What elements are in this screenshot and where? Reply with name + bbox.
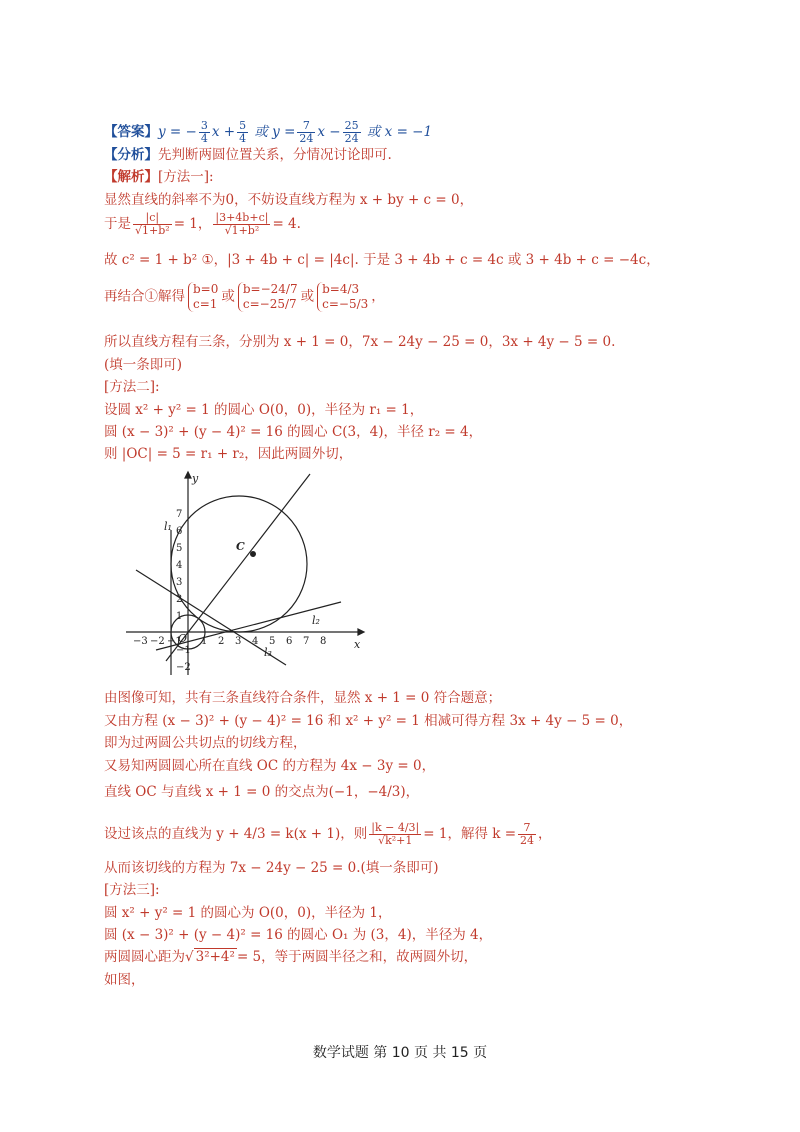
two-circles-figure (126, 470, 366, 680)
x-tick-label: 5 (269, 636, 276, 647)
solution-line (104, 167, 214, 187)
x-tick-label: 1 (201, 636, 208, 647)
answer-frac-4: $\frac{25}{24}$ (344, 119, 359, 145)
y-tick-label: 2 (176, 594, 183, 605)
circle-c (171, 496, 307, 632)
m2-after-5: 直线 OC 与直线 x + 1 = 0 的交点为(−1，−4/3)， (104, 784, 420, 800)
label-c: C (236, 540, 245, 553)
answer-tail: 或 x = −1 (362, 124, 433, 140)
center-c-dot (250, 551, 256, 557)
m2-after-3: 即为过两圆公共切点的切线方程， (104, 735, 307, 751)
x-tick-label: 3 (235, 636, 242, 647)
answer-lead: y = − (158, 124, 197, 140)
label-l2: l₂ (312, 614, 320, 627)
answer-tag: 【答案】 (104, 124, 158, 140)
label-l1: l₁ (164, 520, 172, 533)
m2-line-1: 设圆 x² + y² = 1 的圆心 O(0，0)，半径为 r₁ = 1， (104, 402, 424, 418)
y-tick-label: −1 (176, 645, 191, 656)
x-tick-label: −3 (133, 636, 148, 647)
m3-line-2: 圆 (x − 3)² + (y − 4)² = 16 的圆心 O₁ 为 (3，4)，半径为 4， (104, 927, 493, 943)
method1-title: [方法一]: (158, 169, 214, 185)
label-l3: l₃ (264, 646, 272, 659)
y-tick-label: −2 (176, 662, 191, 673)
m3-line-1: 圆 x² + y² = 1 的圆心为 O(0，0)，半径为 1， (104, 905, 392, 921)
m1-line-6: (填一条即可) (104, 357, 183, 373)
analysis-text: 先判断两圆位置关系，分情况讨论即可. (158, 147, 392, 163)
m2-after-4: 又易知两圆圆心所在直线 OC 的方程为 4x − 3y = 0， (104, 758, 436, 774)
system-2: b=−24/7 c=−25/7 (238, 282, 298, 312)
answer-or-1: 或 y = (250, 124, 296, 140)
y-tick-label: 7 (176, 509, 183, 520)
m3-line-4: 如图， (104, 972, 145, 988)
answer-frac-1: $\frac{3}{4}$ (200, 119, 208, 145)
answer-mid-1: x + (211, 124, 236, 140)
label-y: y (192, 472, 199, 485)
system-3: b=4/3 c=−5/3 (317, 282, 368, 312)
system-1: b=0 c=1 (188, 282, 218, 312)
m1-line-1: 显然直线的斜率不为0，不妨设直线方程为 x + by + c = 0， (104, 192, 474, 208)
answer-frac-2: $\frac{5}{4}$ (239, 119, 247, 145)
x-tick-label: −2 (150, 636, 165, 647)
y-tick-label: 1 (176, 611, 183, 622)
x-tick-label: 4 (252, 636, 259, 647)
m1-line-4: 再结合①解得 b=0 c=1 或 b=−24/7 c=−25/7 或 b=4/3 c=−5/3 ， (104, 282, 385, 311)
m2-line-2: 圆 (x − 3)² + (y − 4)² = 16 的圆心 C(3，4)，半径 r₂ = 4， (104, 424, 483, 440)
y-tick-label: 3 (176, 577, 183, 588)
solution-tag: 【解析】 (104, 169, 158, 185)
y-tick-label: 4 (176, 560, 183, 571)
method2-title: [方法二]: (104, 379, 160, 395)
m2-after-2: 又由方程 (x − 3)² + (y − 4)² = 16 和 x² + y² = 1 相减可得方程 3x + 4y − 5 = 0， (104, 713, 633, 729)
m1-line-2: 于是 $\frac{|c|}{\text{√1+b²}}$ = 1， $\frac{|3+4b+c|}{\text{√1+b²}}$ = 4. (104, 211, 301, 237)
analysis-line (104, 145, 392, 165)
m1-line-5: 所以直线方程有三条，分别为 x + 1 = 0，7x − 24y − 25 = 0，3x + 4y − 5 = 0. (104, 334, 616, 350)
answer-frac-3: $\frac{7}{24}$ (299, 119, 314, 145)
analysis-tag: 【分析】 (104, 147, 158, 163)
m1-line-3: 故 c² = 1 + b² ①，|3 + 4b + c| = |4c|. 于是 3 + 4b + c = 4c 或 3 + 4b + c = −4c， (104, 252, 660, 268)
x-tick-label: 7 (303, 636, 310, 647)
x-tick-label: −1 (167, 636, 182, 647)
m2-after-7: 从而该切线的方程为 7x − 24y − 25 = 0.(填一条即可) (104, 860, 439, 876)
x-tick-label: 6 (286, 636, 293, 647)
m2-line-3: 则 |OC| = 5 = r₁ + r₂，因此两圆外切， (104, 446, 353, 462)
x-arrow (358, 629, 364, 635)
page-footer: 数学试题 第 10 页 共 15 页 (312, 1045, 488, 1061)
m2-after-6: 设过该点的直线为 y + 4/3 = k(x + 1)，则 $\frac{|k - 4/3|}{\text{√k²+1}}$ = 1，解得 k = $\frac{7}{24}$ ， (104, 821, 552, 847)
method3-title: [方法三]: (104, 882, 160, 898)
answer-mid-2: x − (317, 124, 341, 140)
label-x: x (354, 638, 361, 651)
m3-line-3: 两圆圆心距为√ 3²+4² = 5，等于两圆半径之和，故两圆外切， (104, 949, 478, 965)
answer-line (104, 120, 432, 145)
m2-after-1: 由图像可知，共有三条直线符合条件，显然 x + 1 = 0 符合题意； (104, 690, 502, 706)
y-arrow (185, 472, 191, 478)
x-tick-label: 8 (320, 636, 327, 647)
x-tick-label: 2 (218, 636, 225, 647)
label-o: O (178, 632, 188, 645)
y-tick-label: 5 (176, 543, 183, 554)
y-tick-label: 6 (176, 526, 183, 537)
